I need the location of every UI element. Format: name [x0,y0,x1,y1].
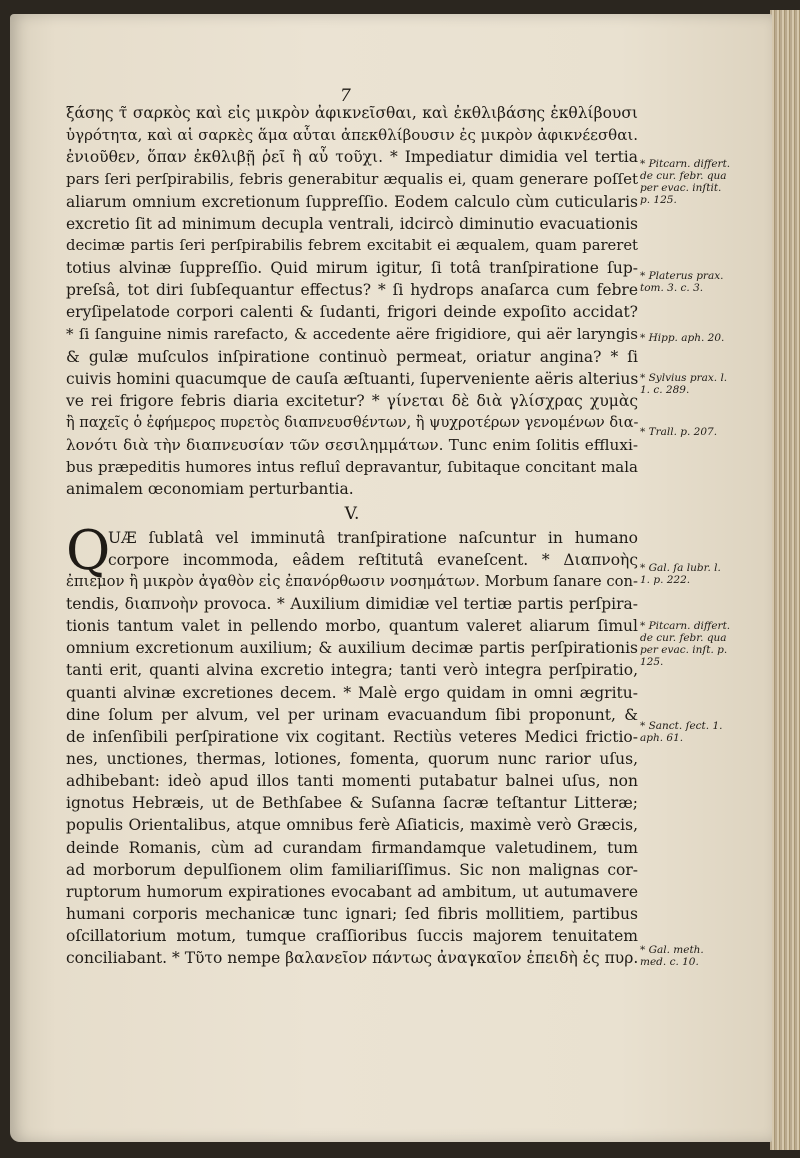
text-line: animalem œconomiam perturbantia. [66,480,354,499]
text-line: nes, unctiones, thermas, lotiones, fomenta, quorum nunc rarior uſus, [66,749,638,768]
text-line: eryſipelatode corpori calenti & ſudanti, frigori deinde expoſito accidat? [66,303,638,322]
margin-note: * Pitcarn. differt. de cur. febr. qua per evac. inſt. p. 125. [640,620,731,668]
text-line: totius alvinæ ſuppreſſio. Quid mirum igitur, ſi totâ tranſpiratione ſup- [66,258,638,277]
text-line: humani corporis mechanicæ tunc ignari; ſed fibris mollitiem, partibus [66,904,638,923]
text-line: tanti erit, quanti alvina excretio integra; tanti verò integra perſpiratio, [66,661,638,680]
text-line: * ſi ſanguine nimis rarefacto, & accedente aëre frigidiore, qui aër laryngis [66,325,638,344]
text-line: ruptorum humorum expirationes evocabant ad ambitum, ut autumavere [66,882,638,901]
text-line: bus præpeditis humores intus refluî depravantur, ſubitaque concitant mala [66,458,638,477]
drop-cap: Q [66,519,111,582]
text-line: ad morborum depulſionem olim familiariſſimus. Sic non malignas cor- [66,860,638,879]
margin-note: * Trall. p. 207. [640,426,718,438]
text-line: preſsâ, tot diri ſubſequantur effectus? * ſi hydrops anaſarca cum febre [66,281,638,300]
text-line: ὑγρότητα, καὶ αἱ σαρκὲς ἅμα αὗται ἀπεκθλίβουσιν ἐς μικρὸν ἀφικνέεσθαι. [66,126,638,145]
text-line: adhibebant: ideò apud illos tanti momenti putabatur balnei uſus, non [66,772,638,791]
text-line: de inſenſibili perſpiratione vix cogitant. Rectiùs veteres Medici frictio- [66,727,638,746]
margin-note: * Pitcarn. differt. de cur. febr. qua per evac. inſtit. p. 125. [640,158,731,206]
text-line: populis Orientalibus, atque omnibus ferè Aſiaticis, maximè verò Græcis, [66,816,638,835]
page-number: 7 [340,86,351,106]
text-line: tendis, διαπνοὴν provoca. * Auxilium dimidiæ vel tertiæ partis perſpira- [66,594,638,613]
page-edges [770,10,800,1150]
text-line: ἐνιοῦθεν, ὅπαν ἐκθλιβῇ ῥεῖ ἢ αὖ τοῦχι. * Impediatur dimidia vel tertia [66,148,638,167]
text-line: ἐπιεμον ἢ μικρὸν ἀγαθὸν εἰς ἐπανόρθωσιν νοσημάτων. Morbum ſanare con- [66,572,638,590]
text-line: oſcillatorium motum, tumque craſſioribus ſuccis majorem tenuitatem [66,927,638,946]
text-line: quanti alvinæ excretiones decem. * Malè ergo quidam in omni ægritu- [66,683,638,702]
text-line: ἢ παχεῖς ὁ ἐφήμερος πυρετὸς διαπνευσθέντων, ἢ ψυχροτέρων γενομένων δια- [66,414,639,431]
text-line: cuivis homini quacumque de cauſa æſtuanti, ſuperveniente aëris alterius [66,369,639,388]
text-line: excretio ſit ad minimum decupla ventrali, idcircò diminutio evacuationis [66,214,638,233]
text-line: UÆ ſublatâ vel imminutâ tranſpiratione naſcuntur in humano [108,528,638,547]
text-line: ξάσης τ̃ σαρκὸς καὶ εἰς μικρὸν ἀφικνεῖσθαι, καὶ ἐκθλιβάσης ἐκθλίβουσι [66,104,638,122]
text-line: dine ſolum per alvum, vel per urinam evacuandum ſibi proponunt, & [66,705,638,724]
text-line: & gulæ muſculos inſpiratione continuò permeat, oriatur angina? * ſi [66,347,638,366]
text-line: conciliabant. * Τῦτο nempe βαλανεῖον πάντως ἀναγκαῖον ἐπειδὴ ἐς πυρ. [66,949,639,968]
text-line: pars ſeri perſpirabilis, febris generabitur æqualis ei, quam generare poſſet [66,170,638,189]
text-line: ignotus Hebræis, ut de Bethſabee & Suſanna ſacræ teſtantur Litteræ; [66,794,638,813]
margin-note: * Gal. ſa lubr. l. 1. p. 222. [640,562,721,586]
section-heading: V. [344,503,360,524]
margin-note: * Sylvius prax. l. 1. c. 289. [640,372,728,396]
text-line: corpore incommoda, eâdem reſtitutâ evaneſcent. * Διαπνοὴς [108,550,638,569]
paragraph-2 [66,519,639,970]
margin-note: * Platerus prax. tom. 3. c. 3. [640,270,724,294]
body-text [66,80,638,969]
text-line: ve rei frigore febris diaria excitetur? * γίνεται δὲ διὰ γλίσχρας χυμὰς [66,391,638,410]
text-line: aliarum omnium excretionum ſuppreſſio. Eodem calculo cùm cuticularis [66,192,638,211]
text-line: tionis tantum valet in pellendo morbo, quantum valeret aliarum ſimul [66,617,638,636]
text-line: omnium excretionum auxilium; & auxilium decimæ partis perſpirationis [66,639,638,658]
margin-note: * Gal. meth. med. c. 10. [640,944,704,968]
margin-note: * Sanct. ſect. 1. aph. 61. [640,720,723,744]
text-line: deinde Romanis, cùm ad curandam firmandamque valetudinem, tum [66,838,638,857]
text-line: decimæ partis ſeri perſpirabilis febrem excitabit ei æqualem, quam pareret [66,236,638,254]
paragraph-1 [66,102,638,501]
margin-note: * Hipp. aph. 20. [640,332,725,344]
text-line: λονότι διὰ τὴν διαπνευσίαν τῶν σεσιλημμάτων. Tunc enim ſolitis effluxi- [66,436,638,455]
